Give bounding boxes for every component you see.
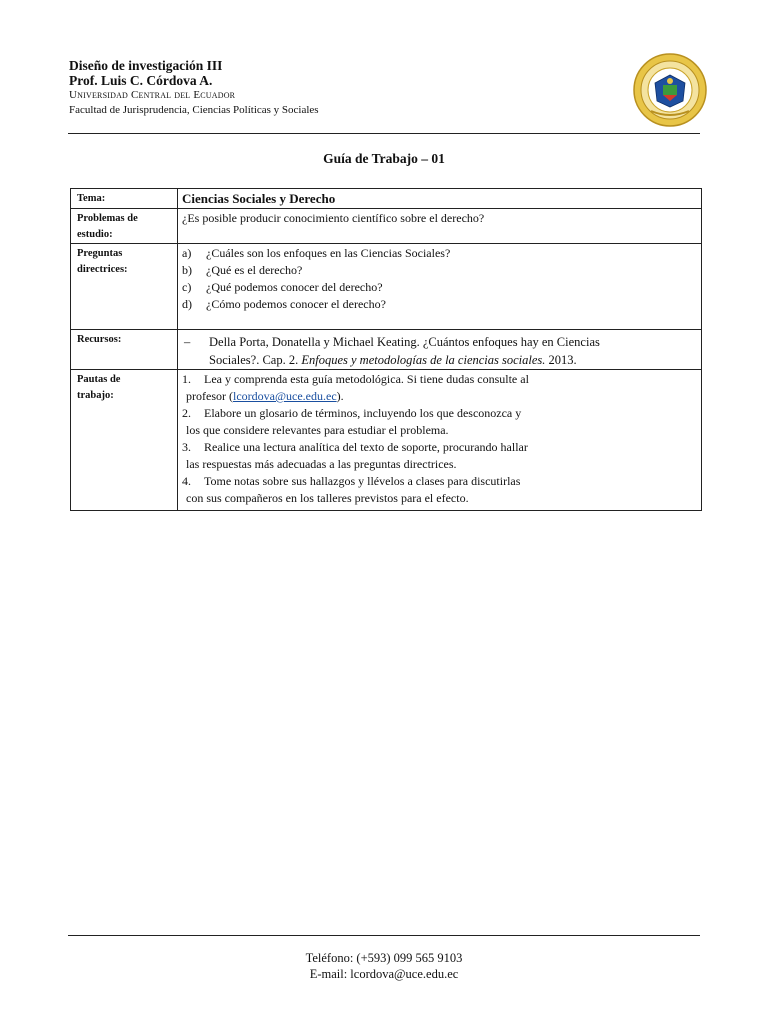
table-row-preguntas <box>71 244 702 330</box>
university-name: Universidad Central del Ecuador <box>69 89 236 101</box>
recursos-value: – Della Porta, Donatella y Michael Keating. ¿Cuántos enfoques hay en Ciencias Sociales?. Cap. 2. Enfoques y metodologías de la ciencias sociales. 2013. <box>178 330 702 370</box>
header-divider <box>68 133 700 134</box>
list-item: b) ¿Qué es el derecho? <box>182 263 303 277</box>
footer-divider <box>68 935 700 936</box>
list-item: a) ¿Cuáles son los enfoques en las Ciencias Sociales? <box>182 246 451 260</box>
recursos-label: Recursos: <box>71 330 178 370</box>
pautas-list <box>178 370 702 511</box>
list-item: d) ¿Cómo podemos conocer el derecho? <box>182 297 386 311</box>
preguntas-label: Preguntas directrices: <box>71 244 178 330</box>
list-item: las respuestas más adecuadas a las preguntas directrices. <box>186 457 457 471</box>
list-item: 4. Tome notas sobre sus hallazgos y llévelos a clases para discutirlas <box>182 474 521 488</box>
document-footer <box>0 950 768 982</box>
preguntas-list <box>178 244 702 330</box>
professor-name: Prof. Luis C. Córdova A. <box>69 73 213 88</box>
document-title: Guía de Trabajo – 01 <box>323 151 445 166</box>
list-item: 1. Lea y comprenda esta guía metodológica. Si tiene dudas consulte al <box>182 372 529 386</box>
table-row-recursos <box>71 330 702 370</box>
work-guide-table <box>70 188 702 511</box>
problemas-value: ¿Es posible producir conocimiento científico sobre el derecho? <box>178 209 702 244</box>
document-header <box>69 58 589 117</box>
tema-value: Ciencias Sociales y Derecho <box>178 189 702 209</box>
tema-label: Tema: <box>71 189 178 209</box>
table-row-problemas <box>71 209 702 244</box>
list-item: los que considere relevantes para estudiar el problema. <box>186 423 449 437</box>
pautas-label: Pautas de trabajo: <box>71 370 178 511</box>
problemas-label: Problemas de estudio: <box>71 209 178 244</box>
list-item: con sus compañeros en los talleres previstos para el efecto. <box>186 491 469 505</box>
table-row-pautas <box>71 370 702 511</box>
list-item: 2. Elabore un glosario de términos, incluyendo los que desconozca y <box>182 406 522 420</box>
list-item: 3. Realice una lectura analítica del texto de soporte, procurando hallar <box>182 440 528 454</box>
faculty-name: Facultad de Jurisprudencia, Ciencias Políticas y Sociales <box>69 104 319 116</box>
table-row-tema <box>71 189 702 209</box>
university-seal-icon <box>633 53 707 127</box>
course-name: Diseño de investigación III <box>69 58 223 73</box>
professor-email-link[interactable]: lcordova@uce.edu.ec <box>232 389 337 403</box>
list-item: c) ¿Qué podemos conocer del derecho? <box>182 280 383 294</box>
footer-phone: Teléfono: (+593) 099 565 9103 <box>305 951 463 965</box>
footer-email: E-mail: lcordova@uce.edu.ec <box>309 967 459 981</box>
list-item: profesor (lcordova@uce.edu.ec). <box>186 389 344 403</box>
